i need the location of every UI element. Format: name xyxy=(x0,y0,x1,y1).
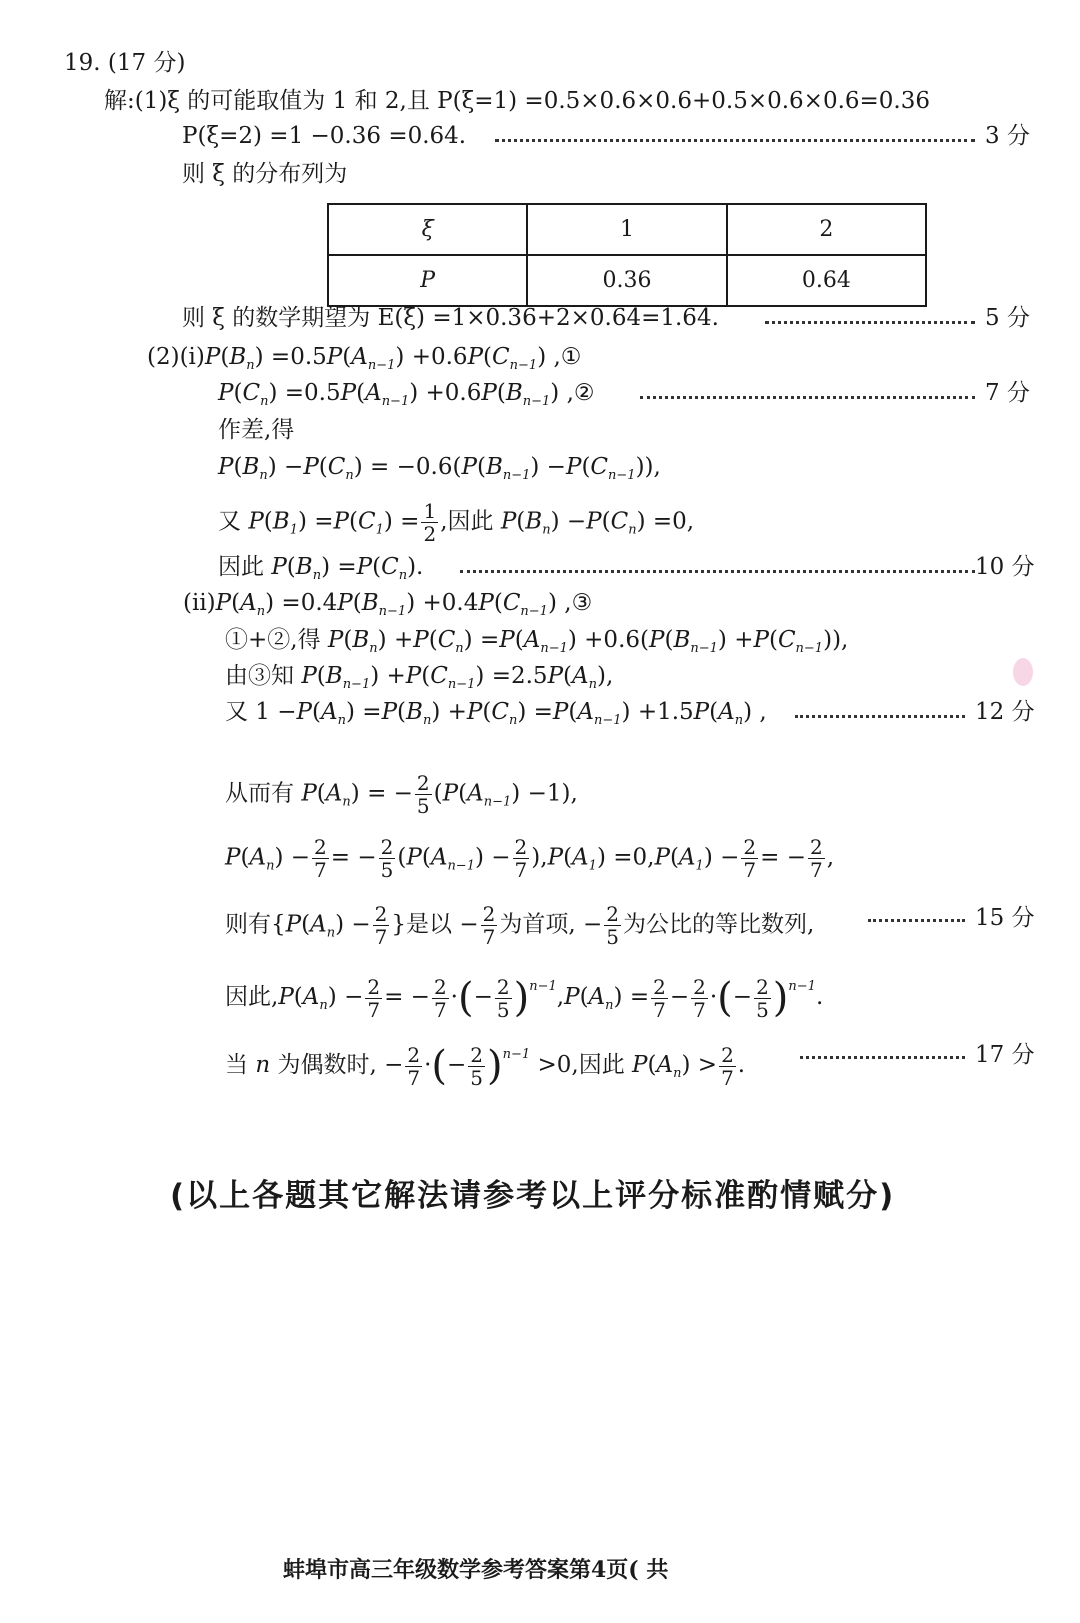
eq-diff: $P(B_n) -P(C_n) = -0.6(P(B_{n-1}) -P(C_{n-1}))$, xyxy=(218,454,661,483)
diff-label: 作差,得 xyxy=(218,417,295,443)
table-row xyxy=(328,204,926,255)
eq-seq: 则有{$P(A_n)$ − $\frac{2}{7}$ }是以 − $\frac{2}{7}$ 为首项, − $\frac{2}{5}$ 为公比的等比数列, xyxy=(225,902,815,949)
eq-initial: 又 $P(B_1) =P(C_1)$ = $\frac{1}{2}$ ,因此 $P(B_n) -P(C_n) =0$, xyxy=(218,499,695,546)
eq-also: 又 $1 -P(A_n) =P(B_n) +P(C_n) =P(A_{n-1}) +1.5P(A_n)$ , xyxy=(225,699,767,728)
eq-thus: 从而有 $P(A_n)$ = − $\frac{2}{5}$ $(P(A_{n-1}) -1)$, xyxy=(225,771,578,818)
leader-dots xyxy=(868,919,965,922)
page-footer: 蚌埠市高三年级数学参考答案第4页( 共 xyxy=(283,1557,669,1583)
part1-intro: 解:(1)ξ 的可能取值为 1 和 2,且 P(ξ=1) =0.5×0.6×0.6+0.5×0.6×0.6=0.36 xyxy=(104,88,931,114)
score-5: 5 分 xyxy=(985,305,1030,331)
leader-dots xyxy=(460,570,975,573)
grading-note: (以上各题其它解法请参考以上评分标准酌情赋分) xyxy=(170,1178,896,1214)
score-12: 12 分 xyxy=(975,699,1035,725)
eq-3: $(ii)P(A_n) =0.4P(B_{n-1}) +0.4P(C_{n-1})$ ,③ xyxy=(183,590,593,619)
problem-header: 19. (17 分) xyxy=(64,50,186,76)
table-cell: 2 xyxy=(727,204,926,255)
leader-dots xyxy=(800,1056,965,1059)
score-3: 3 分 xyxy=(985,123,1030,149)
score-15: 15 分 xyxy=(975,905,1035,931)
table-cell: 0.36 xyxy=(527,255,726,306)
eq-therefore: 因此$,P(A_n)$ − $\frac{2}{7}$ = − $\frac{2}{7}$ ·(− $\frac{2}{5}$ )$^{n-1},P(A_n)$ = $\frac{2}{7}$ − $\frac{2}{7}$ ·(− $\frac{2}{5}$ )$^{n-1}$. xyxy=(225,974,824,1022)
table-cell: ξ xyxy=(328,204,527,255)
table-cell: P xyxy=(328,255,527,306)
table-cell: 0.64 xyxy=(727,255,926,306)
score-10: 10 分 xyxy=(975,554,1035,580)
eq-add: ①+②,得 $P(B_n) +P(C_n) =P(A_{n-1}) +0.6(P(B_{n-1}) +P(C_{n-1}))$, xyxy=(225,627,849,656)
eq-2: $P(C_n) =0.5P(A_{n-1}) +0.6P(B_{n-1})$ ,② xyxy=(218,380,595,409)
distribution-table xyxy=(327,203,927,307)
leader-dots xyxy=(640,396,975,399)
dist-intro: 则 ξ 的分布列为 xyxy=(182,161,348,187)
eq-know: 由③知 $P(B_{n-1}) +P(C_{n-1}) =2.5P(A_n)$, xyxy=(225,663,614,692)
table-cell: 1 xyxy=(527,204,726,255)
expectation: 则 ξ 的数学期望为 E(ξ) =1×0.36+2×0.64=1.64. xyxy=(182,305,719,331)
leader-dots xyxy=(765,321,975,324)
part1-p2: P(ξ=2) =1 −0.36 =0.64. xyxy=(182,123,467,149)
score-7: 7 分 xyxy=(985,380,1030,406)
leader-dots xyxy=(495,139,975,142)
table-row xyxy=(328,255,926,306)
eq-hence: 因此 $P(B_n) =P(C_n)$. xyxy=(218,554,424,583)
eq-shift: $P(A_n)$ − $\frac{2}{7}$ = − $\frac{2}{5}$ ($P(A_{n-1})$ − $\frac{2}{7}$ )$,P(A_1) =0,P(A_1)$ − $\frac{2}{7}$ = − $\frac{2}{7}$ , xyxy=(225,835,835,882)
score-17: 17 分 xyxy=(975,1042,1035,1068)
leader-dots xyxy=(795,715,965,718)
pink-smudge xyxy=(1013,658,1033,686)
eq-1: $(2)(i)P(B_n) =0.5P(A_{n-1}) +0.6P(C_{n-1})$ ,① xyxy=(147,344,582,373)
eq-even: 当 n 为偶数时, − $\frac{2}{7}$ ·(− $\frac{2}{5}$ )$^{n-1}$ >0,因此 $P(A_n)$ > $\frac{2}{7}$ . xyxy=(225,1042,746,1090)
